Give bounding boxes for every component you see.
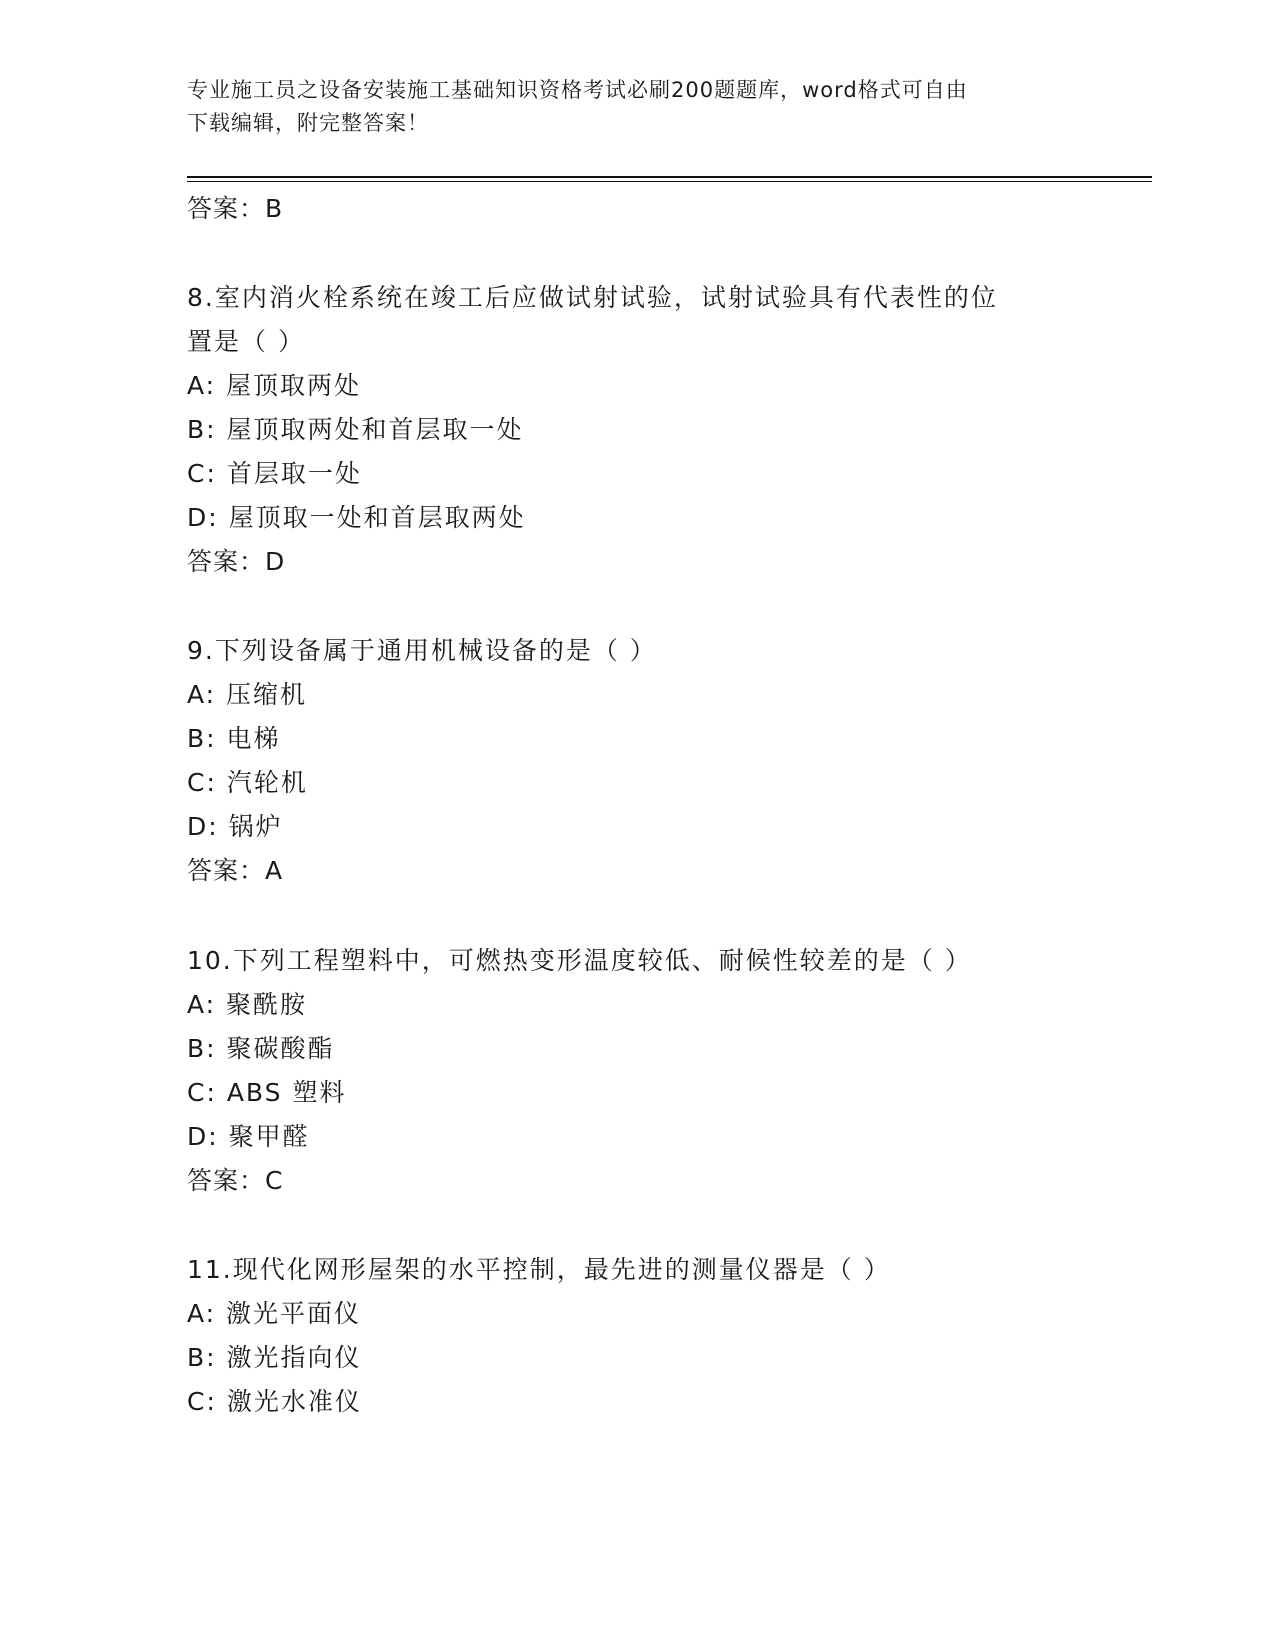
q8-stem-line-1: 8.室内消火栓系统在竣工后应做试射试验，试射试验具有代表性的位 [187, 283, 998, 312]
q10-option-d: D: 聚甲醛 [187, 1122, 310, 1151]
q9-option-c: C: 汽轮机 [187, 768, 308, 797]
q10-option-c: C: ABS 塑料 [187, 1078, 347, 1107]
q8-option-b: B: 屋顶取两处和首层取一处 [187, 415, 524, 444]
q8-option-a: A: 屋顶取两处 [187, 371, 362, 400]
header-line-1: 专业施工员之设备安装施工基础知识资格考试必刷200题题库，word格式可自由 [187, 78, 968, 102]
q9-answer: 答案：A [187, 856, 284, 885]
q8-stem-line-2: 置是（ ） [187, 327, 305, 356]
q9-option-d: D: 锅炉 [187, 812, 283, 841]
q10-answer: 答案：C [187, 1166, 284, 1195]
q11-option-a: A: 激光平面仪 [187, 1299, 362, 1328]
q8-option-d: D: 屋顶取一处和首层取两处 [187, 503, 526, 532]
q11-option-c: C: 激光水准仪 [187, 1387, 362, 1416]
q10-option-a: A: 聚酰胺 [187, 990, 308, 1019]
previous-answer: 答案：B [187, 194, 284, 223]
q9-option-a: A: 压缩机 [187, 680, 308, 709]
q8-answer: 答案：D [187, 547, 286, 576]
header-line-2: 下载编辑，附完整答案！ [187, 111, 429, 135]
q8-option-c: C: 首层取一处 [187, 459, 362, 488]
q10-stem: 10.下列工程塑料中，可燃热变形温度较低、耐候性较差的是（ ） [187, 946, 972, 975]
q9-option-b: B: 电梯 [187, 724, 281, 753]
q10-option-b: B: 聚碳酸酯 [187, 1034, 335, 1063]
header-divider-thin [187, 181, 1152, 182]
q11-option-b: B: 激光指向仪 [187, 1343, 362, 1372]
q9-stem: 9.下列设备属于通用机械设备的是（ ） [187, 636, 657, 665]
q11-stem: 11.现代化网形屋架的水平控制，最先进的测量仪器是（ ） [187, 1255, 891, 1284]
document-header [187, 74, 1067, 140]
header-divider-thick [187, 176, 1152, 178]
